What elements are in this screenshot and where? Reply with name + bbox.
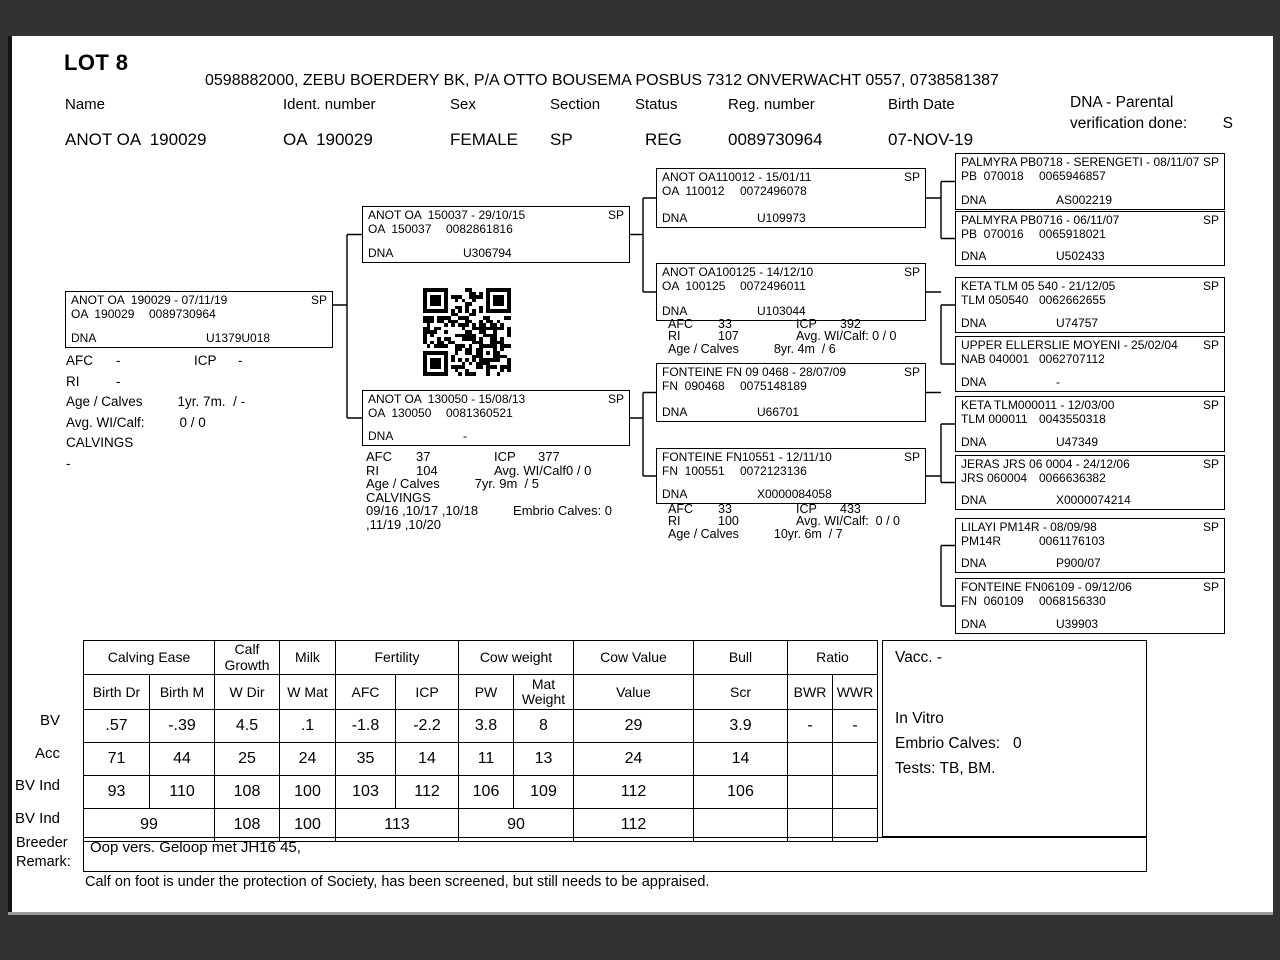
pedigree-box-ggp2	[955, 211, 1225, 266]
animal-name-title: UPPER ELLERSLIE MOYENI - 25/02/04	[961, 338, 1178, 352]
bv-cell: 100	[280, 776, 336, 809]
animal-name-title: FONTEINE FN 09 0468 - 28/07/09	[662, 365, 847, 379]
animal-id: OA 110012	[662, 183, 725, 198]
dna-label: DNA	[662, 404, 688, 419]
field-value: 07-NOV-19	[888, 130, 974, 149]
section-flag: SP	[903, 170, 920, 184]
bv-cell: 8	[514, 710, 574, 743]
bv-col-header: BWR	[788, 675, 833, 710]
animal-name-title: ANOT OA 150037 - 29/10/15	[368, 208, 526, 222]
animal-name-title: FONTEINE FN06109 - 09/12/06	[961, 580, 1132, 594]
bv-cell: .57	[84, 710, 150, 743]
page-bottom-separator	[8, 912, 1273, 915]
dna-label: DNA	[961, 315, 987, 330]
bv-cell: 24	[280, 743, 336, 776]
bv-cell: -	[788, 710, 833, 743]
bv-col-header: Birth M	[150, 675, 215, 710]
embrio-calves-value: 0	[1013, 735, 1022, 752]
bv-cell: -2.2	[396, 710, 459, 743]
dna-verification-value: S	[1222, 115, 1233, 132]
bv-cell: 90	[459, 809, 574, 842]
dna-number: AS002219	[1056, 192, 1113, 207]
bv-cell	[833, 743, 878, 776]
breeder-remark-box	[83, 837, 1147, 872]
field-value: SP	[550, 130, 573, 149]
field-value: REG	[645, 130, 682, 149]
repro-stats-subject: AFC - ICP - RI - Age / Calves 1yr. 7m. / - Avg. WI/Calf: 0 / 0 CALVINGS -	[66, 353, 246, 471]
field-label: Section	[550, 96, 601, 113]
bv-cell: 3.9	[694, 710, 788, 743]
animal-id: FN 090468	[662, 378, 725, 393]
dna-label: DNA	[662, 210, 688, 225]
bv-row-label: BV Ind	[14, 810, 60, 827]
dna-label: DNA	[961, 555, 987, 570]
animal-name-title: ANOT OA 190029 - 07/11/19	[71, 293, 228, 307]
registration-number: 0062707112	[1039, 351, 1105, 366]
dna-number: U74757	[1056, 315, 1099, 330]
bv-cell: -.39	[150, 710, 215, 743]
bv-cell: 103	[336, 776, 396, 809]
bv-cell: 99	[84, 809, 215, 842]
pedigree-box-dam	[362, 390, 630, 446]
animal-id: NAB 040001	[961, 351, 1030, 366]
dna-number: -	[463, 428, 467, 443]
bv-cell: 109	[514, 776, 574, 809]
animal-name-title: LILAYI PM14R - 08/09/98	[961, 520, 1097, 534]
bv-col-header: Value	[574, 675, 694, 710]
animal-name-title: ANOT OA 130050 - 15/08/13	[368, 392, 526, 406]
footer-note: Calf on foot is under the protection of Society, has been screened, but still needs to be appraised.	[85, 874, 710, 890]
animal-name-title: ANOT OA100125 - 14/12/10	[662, 265, 814, 279]
registration-number: 0072496078	[740, 183, 807, 198]
dna-number: U109973	[757, 210, 806, 225]
bv-cell: 25	[215, 743, 280, 776]
registration-number: 0081360521	[446, 405, 513, 420]
animal-id: OA 150037	[368, 221, 432, 236]
pedigree-box-ggp8	[955, 578, 1225, 634]
bv-col-header: W Dir	[215, 675, 280, 710]
bv-col-header: WWR	[833, 675, 878, 710]
dna-number: P900/07	[1056, 555, 1101, 570]
breeder-remark-text: Oop vers. Geloop met JH16 45,	[90, 839, 301, 856]
bv-cell	[788, 776, 833, 809]
animal-id: TLM 050540	[961, 292, 1029, 307]
bv-cell: 71	[84, 743, 150, 776]
bv-col-header: AFC	[336, 675, 396, 710]
embrio-calves-label: Embrio Calves:	[895, 735, 1001, 752]
dna-label: DNA	[662, 303, 688, 318]
bv-cell: 4.5	[215, 710, 280, 743]
bv-cell: 100	[280, 809, 336, 842]
dna-label: DNA	[961, 492, 987, 507]
animal-name-title: FONTEINE FN10551 - 12/11/10	[662, 450, 832, 464]
field-ident-number	[283, 96, 376, 150]
bv-cell: 3.8	[459, 710, 514, 743]
bv-cell: 108	[215, 776, 280, 809]
field-section	[550, 96, 600, 150]
bv-cell: 106	[459, 776, 514, 809]
section-flag: SP	[1202, 155, 1219, 169]
repro-stats-pgd: AFC 33 ICP 392 RI 107 Avg. WI/Calf: 0 / 0 Age / Calves 8yr. 4m / 6	[668, 317, 897, 356]
tests-line: Tests: TB, BM.	[895, 760, 996, 777]
registration-number: 0065946857	[1039, 168, 1106, 183]
registration-number: 0062662655	[1039, 292, 1106, 307]
embrio-calves-line	[895, 735, 1134, 753]
vacc-line: Vacc. -	[895, 649, 943, 666]
section-flag: SP	[903, 450, 920, 464]
section-flag: SP	[1202, 338, 1219, 352]
dna-number: X0000084058	[757, 486, 832, 501]
pedigree-box-subject	[65, 291, 333, 348]
registration-number: 0061176103	[1039, 533, 1105, 548]
bv-col-group: Milk	[280, 641, 336, 675]
bv-cell: 14	[396, 743, 459, 776]
dna-label: DNA	[368, 428, 394, 443]
field-value: OA 190029	[283, 130, 373, 149]
dna-number: U1379U018	[206, 330, 271, 345]
bv-col-group: Bull	[694, 641, 788, 675]
bv-cell: 112	[574, 809, 694, 842]
bv-row-label: Acc	[34, 745, 60, 762]
repro-stats-mgd: AFC 33 ICP 433 RI 100 Avg. WI/Calf: 0 / 0 Age / Calves 10yr. 6m / 7	[668, 502, 900, 541]
animal-id: FN 060109	[961, 593, 1024, 608]
bv-cell	[833, 776, 878, 809]
pedigree-box-ggp4	[955, 336, 1225, 392]
lot-number: LOT 8	[64, 50, 129, 75]
bv-cell: -	[833, 710, 878, 743]
bv-col-group: Ratio	[788, 641, 878, 675]
pedigree-box-pgd	[656, 263, 926, 321]
bv-col-group: Fertility	[336, 641, 459, 675]
animal-name-title: ANOT OA110012 - 15/01/11	[662, 170, 812, 184]
bv-row-label: BV	[39, 712, 60, 729]
registration-number: 0075148189	[740, 378, 807, 393]
field-birth-date	[888, 96, 973, 150]
bv-cell: 112	[574, 776, 694, 809]
in-vitro-line: In Vitro	[895, 710, 944, 727]
dna-number: U39903	[1056, 616, 1099, 631]
bv-col-header: ICP	[396, 675, 459, 710]
bv-cell: 24	[574, 743, 694, 776]
bv-cell: 14	[694, 743, 788, 776]
registration-number: 0072496011	[740, 278, 806, 293]
bv-cell	[788, 743, 833, 776]
qr-code	[423, 288, 511, 376]
dna-number: U306794	[463, 245, 512, 260]
bv-col-header: Birth Dr	[84, 675, 150, 710]
repro-stats-dam: AFC 37 ICP 377 RI 104 Avg. WI/Calf0 / 0 Age / Calves 7yr. 9m / 5 CALVINGS 09/16 ,10/17 ,10/18 Embrio Calves: 0 ,11/19 ,10/20	[366, 449, 613, 532]
bv-col-header: W Mat	[280, 675, 336, 710]
pedigree-box-ggp6	[955, 455, 1225, 510]
section-flag: SP	[903, 365, 920, 379]
dna-verification-block	[1070, 94, 1235, 133]
registration-number: 0072123136	[740, 463, 807, 478]
dna-label: DNA	[71, 330, 97, 345]
pedigree-box-ggp5	[955, 396, 1225, 452]
dna-number: -	[1056, 374, 1060, 389]
bv-col-group: Calf Growth	[215, 641, 280, 675]
bv-cell: 44	[150, 743, 215, 776]
bv-col-header: Mat Weight	[514, 675, 574, 710]
section-flag: SP	[607, 208, 624, 222]
animal-id: JRS 060004	[961, 470, 1028, 485]
bv-row-label: BV Ind	[14, 777, 60, 794]
pedigree-box-mgs	[656, 363, 926, 422]
bv-cell: 106	[694, 776, 788, 809]
bv-cell: .1	[280, 710, 336, 743]
section-flag: SP	[1202, 580, 1219, 594]
dna-label: DNA	[368, 245, 394, 260]
field-label: Reg. number	[728, 96, 815, 113]
dna-label: DNA	[961, 192, 987, 207]
animal-name-title: KETA TLM 05 540 - 21/12/05	[961, 279, 1116, 293]
dna-number: U502433	[1056, 248, 1105, 263]
registration-number: 0043550318	[1039, 411, 1106, 426]
bv-cell: 35	[336, 743, 396, 776]
dna-number: U47349	[1056, 434, 1099, 449]
bv-cell: 11	[459, 743, 514, 776]
breeding-values-section	[83, 640, 878, 842]
pedigree-box-pgs	[656, 168, 926, 228]
field-label: Birth Date	[888, 96, 955, 113]
dna-label: DNA	[662, 486, 688, 501]
bv-cell: 13	[514, 743, 574, 776]
breeder-remark-label: Breeder Remark:	[16, 835, 71, 870]
field-name	[65, 96, 206, 150]
animal-id: OA 130050	[368, 405, 432, 420]
dna-number: U66701	[757, 404, 800, 419]
animal-id: OA 190029	[71, 306, 135, 321]
animal-id: TLM 000011	[961, 411, 1028, 426]
breeding-values-table	[83, 640, 878, 842]
dna-number: U103044	[757, 303, 806, 318]
section-flag: SP	[903, 265, 920, 279]
field-sex	[450, 96, 518, 150]
bv-col-header: PW	[459, 675, 514, 710]
pedigree-box-ggp1	[955, 153, 1225, 210]
pedigree-box-ggp7	[955, 518, 1225, 573]
field-label: Ident. number	[283, 96, 376, 113]
section-flag: SP	[1202, 520, 1219, 534]
field-label: Sex	[450, 96, 476, 113]
section-flag: SP	[1202, 213, 1219, 227]
bv-cell: 113	[336, 809, 459, 842]
registration-number: 0066636382	[1039, 470, 1106, 485]
section-flag: SP	[1202, 457, 1219, 471]
bv-col-group: Cow Value	[574, 641, 694, 675]
dna-label: DNA	[961, 434, 987, 449]
bv-cell: 29	[574, 710, 694, 743]
animal-id: PB 070016	[961, 226, 1024, 241]
section-flag: SP	[1202, 279, 1219, 293]
dna-verification-line2: verification done:	[1070, 115, 1188, 132]
bv-col-group: Calving Ease	[84, 641, 215, 675]
registration-number: 0089730964	[149, 306, 216, 321]
animal-name-title: PALMYRA PB0718 - SERENGETI - 08/11/07	[961, 155, 1200, 169]
animal-id: PM14R	[961, 533, 1002, 548]
breeder-contact-line: 0598882000, ZEBU BOERDERY BK, P/A OTTO BOUSEMA POSBUS 7312 ONVERWACHT 0557, 0738581387	[205, 72, 999, 89]
vaccination-panel	[882, 640, 1147, 837]
animal-id: FN 100551	[662, 463, 725, 478]
section-flag: SP	[310, 293, 327, 307]
dna-number: X0000074214	[1056, 492, 1131, 507]
field-value: 0089730964	[728, 130, 823, 149]
field-value: FEMALE	[450, 130, 519, 149]
bv-cell: 112	[396, 776, 459, 809]
bv-cell: 93	[84, 776, 150, 809]
field-label: Name	[65, 96, 106, 113]
dna-label: DNA	[961, 248, 987, 263]
registration-number: 0068156330	[1039, 593, 1106, 608]
registration-number: 0082861816	[446, 221, 513, 236]
dna-label: DNA	[961, 374, 987, 389]
section-flag: SP	[1202, 398, 1219, 412]
bv-cell: -1.8	[336, 710, 396, 743]
field-value: ANOT OA 190029	[65, 130, 207, 149]
dna-verification-line1: DNA - Parental	[1070, 94, 1174, 111]
pedigree-box-sire	[362, 206, 630, 263]
pedigree-box-mgd	[656, 448, 926, 504]
bv-cell: 108	[215, 809, 280, 842]
dna-label: DNA	[961, 616, 987, 631]
animal-name-title: KETA TLM000011 - 12/03/00	[961, 398, 1115, 412]
field-label: Status	[635, 96, 678, 113]
pedigree-box-ggp3	[955, 277, 1225, 333]
animal-name-title: JERAS JRS 06 0004 - 24/12/06	[961, 457, 1130, 471]
registration-number: 0065918021	[1039, 226, 1106, 241]
bv-col-header: Scr	[694, 675, 788, 710]
animal-id: OA 100125	[662, 278, 726, 293]
section-flag: SP	[607, 392, 624, 406]
bv-col-group: Cow weight	[459, 641, 574, 675]
animal-name-title: PALMYRA PB0716 - 06/11/07	[961, 213, 1120, 227]
bv-cell: 110	[150, 776, 215, 809]
field-status	[635, 96, 682, 150]
field-reg-number	[728, 96, 823, 150]
animal-id: PB 070018	[961, 168, 1024, 183]
